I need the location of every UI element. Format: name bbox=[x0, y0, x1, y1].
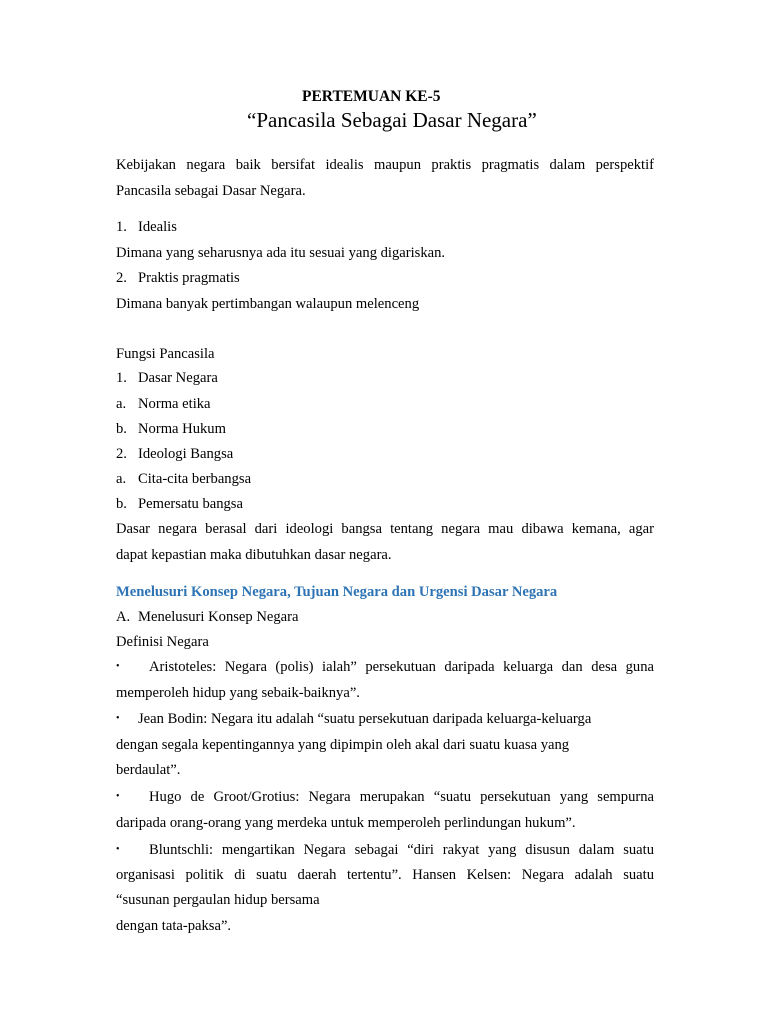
subsection-label: Menelusuri Konsep Negara bbox=[138, 609, 299, 625]
intro-line-2: Pancasila sebagai Dasar Negara. bbox=[116, 183, 306, 199]
bullet-icon: • bbox=[116, 661, 120, 672]
bullet-text: Jean Bodin: Negara itu adalah “suatu persekutuan daripada keluarga-keluarga bbox=[138, 711, 592, 727]
list-description: Dimana banyak pertimbangan walaupun melenceng bbox=[116, 296, 420, 312]
bullet-text-continued: “susunan pergaulan hidup bersama bbox=[116, 892, 320, 908]
list-label: Praktis pragmatis bbox=[138, 270, 240, 286]
bullet-icon: • bbox=[116, 844, 120, 855]
bullet-icon: • bbox=[116, 713, 120, 724]
bullet-text-continued: organisasi politik di suatu daerah tertentu”. Hansen Kelsen: Negara adalah suatu bbox=[116, 867, 654, 883]
bullet-text-continued: memperoleh hidup yang sebaik-baiknya”. bbox=[116, 685, 360, 701]
list-marker: a. bbox=[116, 471, 127, 487]
bullet-text-continued: daripada orang-orang yang merdeka untuk memperoleh perlindungan hukum”. bbox=[116, 815, 576, 831]
list-label: Ideologi Bangsa bbox=[138, 446, 234, 462]
list-marker: A. bbox=[116, 609, 131, 625]
list-number: 1. bbox=[116, 370, 127, 386]
list-label: Pemersatu bangsa bbox=[138, 496, 243, 512]
definition-heading: Definisi Negara bbox=[116, 634, 209, 650]
page-subtitle: “Pancasila Sebagai Dasar Negara” bbox=[247, 108, 537, 132]
fungsi-paragraph-line-1: Dasar negara berasal dari ideologi bangsa tentang negara mau dibawa kemana, agar bbox=[116, 521, 654, 537]
list-number: 2. bbox=[116, 446, 127, 462]
list-marker: b. bbox=[116, 421, 127, 437]
bullet-text: Hugo de Groot/Grotius: Negara merupakan “suatu persekutuan yang sempurna bbox=[149, 789, 654, 805]
bullet-text: Aristoteles: Negara (polis) ialah” persekutuan daripada keluarga dan desa guna bbox=[149, 659, 654, 675]
list-marker: a. bbox=[116, 396, 127, 412]
fungsi-heading: Fungsi Pancasila bbox=[116, 346, 215, 362]
list-label: Norma Hukum bbox=[138, 421, 226, 437]
bullet-text-continued: berdaulat”. bbox=[116, 762, 181, 778]
list-description: Dimana yang seharusnya ada itu sesuai yang digariskan. bbox=[116, 245, 446, 261]
list-label: Idealis bbox=[138, 219, 177, 235]
intro-line-1: Kebijakan negara baik bersifat idealis maupun praktis pragmatis dalam perspektif bbox=[116, 157, 654, 173]
page-title: PERTEMUAN KE-5 bbox=[302, 88, 441, 105]
section-heading: Menelusuri Konsep Negara, Tujuan Negara dan Urgensi Dasar Negara bbox=[116, 584, 558, 600]
list-label: Norma etika bbox=[138, 396, 211, 412]
list-label: Dasar Negara bbox=[138, 370, 218, 386]
list-number: 1. bbox=[116, 219, 127, 235]
bullet-text: Bluntschli: mengartikan Negara sebagai “diri rakyat yang disusun dalam suatu bbox=[149, 842, 654, 858]
list-marker: b. bbox=[116, 496, 127, 512]
bullet-text-continued: dengan tata-paksa”. bbox=[116, 918, 232, 934]
bullet-icon: • bbox=[116, 791, 120, 802]
list-number: 2. bbox=[116, 270, 127, 286]
bullet-text-continued: dengan segala kepentingannya yang dipimpin oleh akal dari suatu kuasa yang bbox=[116, 737, 570, 753]
fungsi-paragraph-line-2: dapat kepastian maka dibutuhkan dasar negara. bbox=[116, 547, 392, 563]
list-label: Cita-cita berbangsa bbox=[138, 471, 252, 487]
